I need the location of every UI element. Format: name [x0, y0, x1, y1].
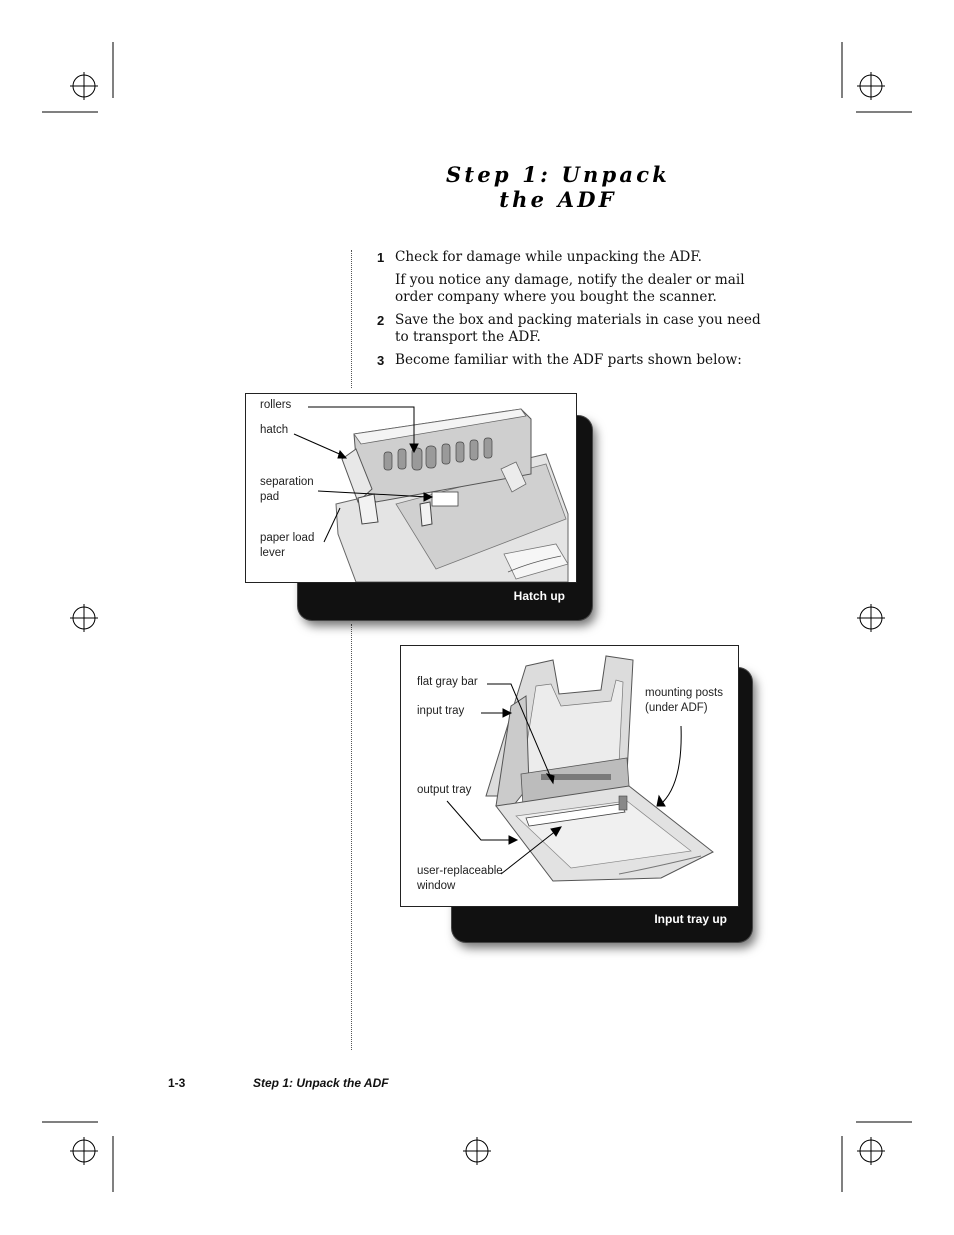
margin-rule-top: [351, 250, 352, 388]
figure-caption: Input tray up: [654, 912, 727, 926]
step-text: Become familiar with the ADF parts shown below:: [395, 352, 742, 368]
step-number: 2: [377, 313, 385, 328]
figure-frame: [245, 393, 577, 583]
step-2: [377, 312, 767, 346]
label-output-tray: output tray: [417, 784, 472, 796]
label-rollers: rollers: [260, 399, 292, 411]
label-flat-gray-bar: flat gray bar: [417, 676, 478, 688]
margin-rule-bottom: [351, 624, 352, 1050]
step-number: 1: [377, 250, 385, 265]
title-line-2: the ADF: [499, 187, 617, 212]
step-list: [377, 249, 767, 375]
label-input-tray: input tray: [417, 705, 465, 717]
label-user-replaceable-window: user-replaceable window: [417, 865, 503, 892]
page-number: 1-3: [168, 1076, 186, 1090]
label-paper-load-lever: paper load lever: [260, 532, 315, 559]
label-mounting-posts: mounting posts (under ADF): [645, 687, 723, 714]
label-separation-pad: separation pad: [260, 476, 314, 503]
step-number: 3: [377, 353, 385, 368]
figure-frame: [400, 645, 739, 907]
step-text: Save the box and packing materials in case you need to transport the ADF.: [395, 312, 761, 345]
figure-caption: Hatch up: [513, 589, 565, 603]
step-3: [377, 352, 767, 369]
running-footer: Step 1: Unpack the ADF: [253, 1076, 389, 1090]
step-text: Check for damage while unpacking the ADF.: [395, 249, 702, 265]
page-title: [440, 162, 676, 212]
step-note: If you notice any damage, notify the dealer or mail order company where you bought the scanner.: [395, 272, 745, 305]
title-line-1: Step 1: Unpack: [446, 162, 670, 187]
step-1: [377, 249, 767, 306]
label-hatch: hatch: [260, 424, 289, 436]
